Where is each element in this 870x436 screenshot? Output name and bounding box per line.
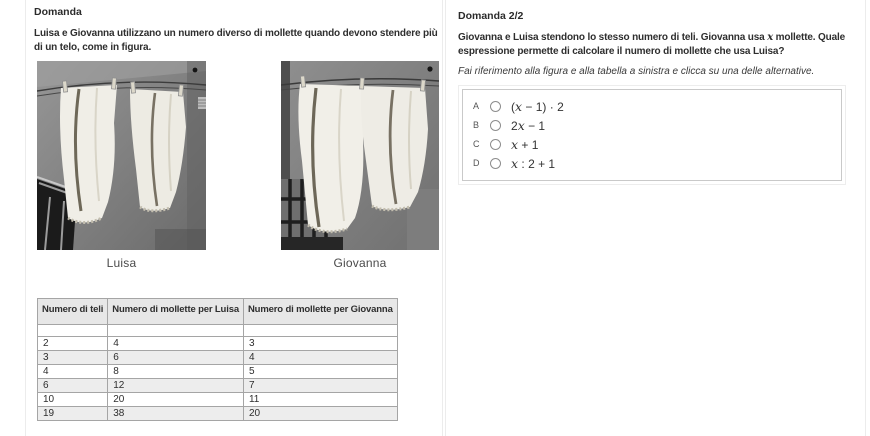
option-row-a[interactable] <box>473 97 831 116</box>
table-row <box>38 406 398 420</box>
math-var: x <box>517 117 525 133</box>
luisa-figure <box>37 61 206 270</box>
table-row <box>38 364 398 378</box>
question2-text-before: Giovanna e Luisa stendono lo stesso numero di teli. Giovanna usa <box>458 32 768 43</box>
table-cell: 6 <box>108 350 244 364</box>
table-header-row <box>38 298 398 324</box>
option-b-radio[interactable] <box>490 120 501 131</box>
giovanna-figure <box>281 61 439 270</box>
figures-row <box>37 61 434 270</box>
table-cell: 4 <box>38 364 108 378</box>
option-d-radio[interactable] <box>490 158 501 169</box>
option-c-radio[interactable] <box>490 139 501 150</box>
table-row <box>38 350 398 364</box>
table-cell: 2 <box>38 336 108 350</box>
math-var: x <box>511 155 519 171</box>
table-cell: 8 <box>108 364 244 378</box>
option-expression: x : 2 + 1 <box>511 155 556 171</box>
question2-heading: Domanda 2/2 <box>458 10 524 22</box>
math-var: x <box>515 98 523 114</box>
right-question-panel <box>445 0 866 436</box>
option-letter: A <box>473 101 480 112</box>
table-row <box>38 336 398 350</box>
option-letter: D <box>473 158 480 169</box>
table-cell: 3 <box>243 336 397 350</box>
option-row-d[interactable] <box>473 154 831 173</box>
table-cell: 6 <box>38 378 108 392</box>
option-row-c[interactable] <box>473 135 831 154</box>
table-cell: 5 <box>243 364 397 378</box>
table-header-cell: Numero di teli <box>38 298 108 324</box>
table-cell: 11 <box>243 392 397 406</box>
question-text: Luisa e Giovanna utilizzano un numero diverso di mollette quando devono stendere più di un telo, come in figura. <box>34 28 438 53</box>
option-letter: B <box>473 120 480 131</box>
table-cell: 3 <box>38 350 108 364</box>
instruction-text: Fai riferimento alla figura e alla tabella a sinistra e clicca su una delle alternative. <box>458 65 815 77</box>
figure-caption-luisa: Luisa <box>106 255 137 270</box>
option-row-b[interactable] <box>473 116 831 135</box>
spacer-row <box>38 324 398 336</box>
table-row <box>38 392 398 406</box>
question-heading: Domanda <box>34 6 82 18</box>
question2-text <box>458 31 850 59</box>
option-a-radio[interactable] <box>490 101 501 112</box>
table-cell: 19 <box>38 406 108 420</box>
table-cell: 20 <box>108 392 244 406</box>
table-header-cell: Numero di mollette per Giovanna <box>243 298 397 324</box>
option-expression: (x − 1) · 2 <box>511 98 564 114</box>
option-expression: x + 1 <box>511 136 539 152</box>
data-table <box>37 298 398 421</box>
option-letter: C <box>473 139 480 150</box>
table-cell: 12 <box>108 378 244 392</box>
luisa-photo <box>37 61 206 250</box>
option-expression: 2x − 1 <box>511 117 546 133</box>
math-var: x <box>767 32 774 43</box>
table-cell: 20 <box>243 406 397 420</box>
giovanna-photo <box>281 61 439 250</box>
math-var: x <box>511 136 519 152</box>
figure-caption-giovanna: Giovanna <box>333 255 387 270</box>
options-list <box>462 89 842 181</box>
question2-text-after: mollette. Quale espressione permette di calcolare il numero di mollette che usa Luisa? <box>458 32 846 57</box>
table-cell: 4 <box>243 350 397 364</box>
options-box <box>458 85 846 185</box>
table-cell: 4 <box>108 336 244 350</box>
table-cell: 7 <box>243 378 397 392</box>
left-question-panel <box>25 0 443 436</box>
table-cell: 10 <box>38 392 108 406</box>
table-header-cell: Numero di mollette per Luisa <box>108 298 244 324</box>
table-row <box>38 378 398 392</box>
table-cell: 38 <box>108 406 244 420</box>
